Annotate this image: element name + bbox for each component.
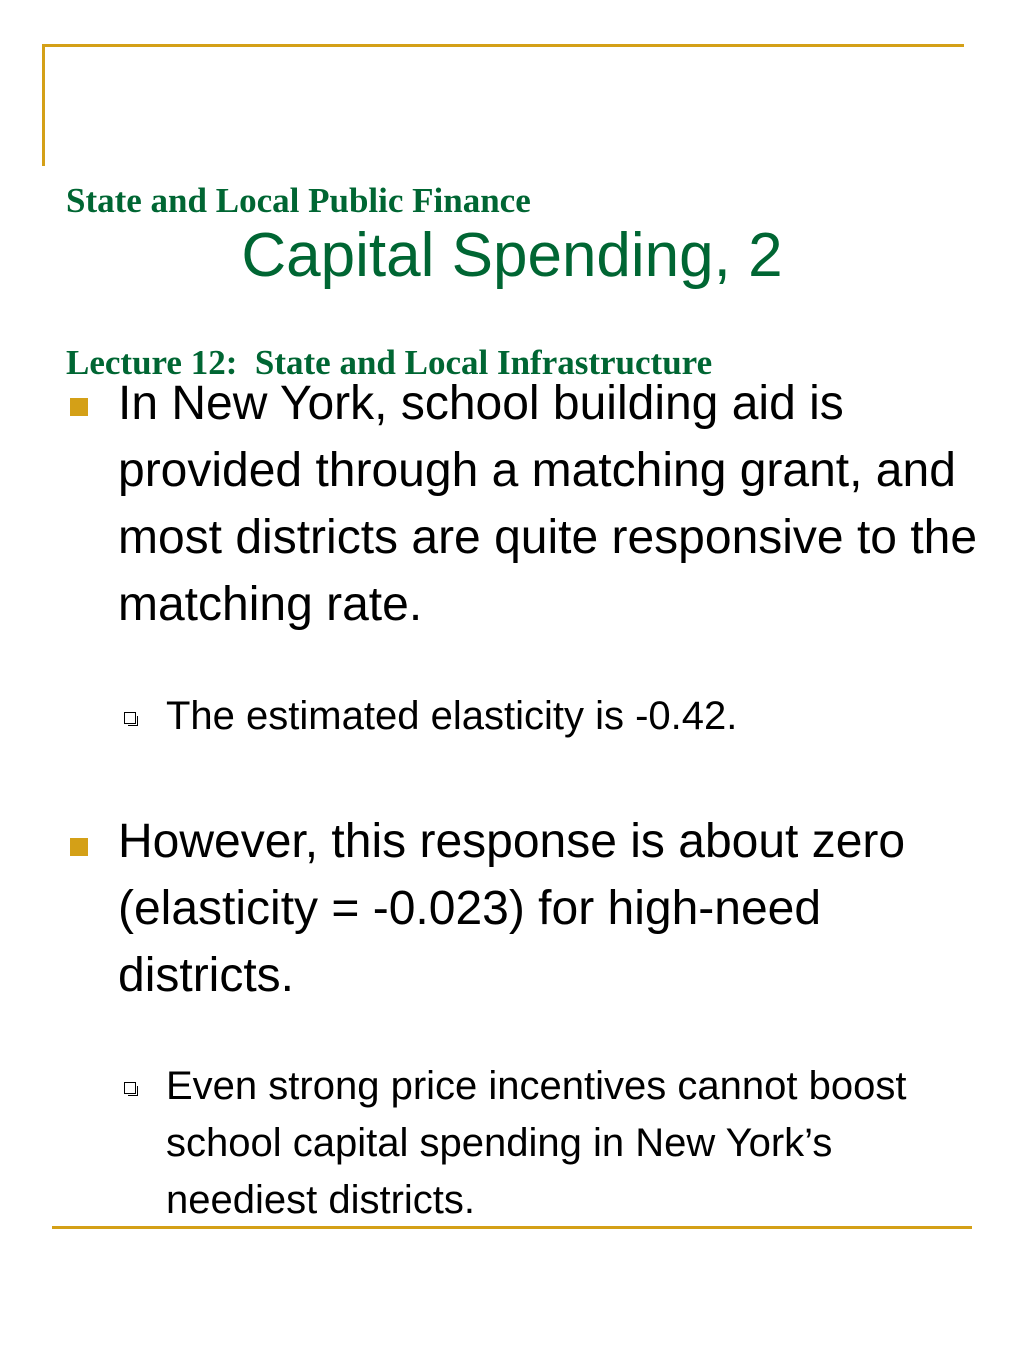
bullet-1-text: In New York, school building aid is provided through a matching grant, and most districts are quite responsive to the matching rate. xyxy=(118,377,978,631)
bullet-2-text: However, this response is about zero (elasticity = -0.023) for high-need districts. xyxy=(118,815,906,1002)
sub-bullet-marker-2 xyxy=(124,1082,136,1094)
bullet-marker-2 xyxy=(70,838,88,856)
sub-bullet-2-text: Even strong price incentives cannot boost school capital spending in New York’s neediest districts. xyxy=(166,1064,907,1222)
frame-left-rule xyxy=(42,44,45,166)
slide-title: Capital Spending, 2 xyxy=(241,221,783,290)
sub-bullet-marker-1 xyxy=(124,712,136,724)
frame-bottom-rule xyxy=(52,1226,972,1229)
bullet-marker-1 xyxy=(70,398,88,416)
sub-bullet-1-text: The estimated elasticity is -0.42. xyxy=(166,694,738,738)
frame-top-rule xyxy=(42,44,964,47)
header-course-title: State and Local Public Finance xyxy=(66,181,531,220)
header-lecture-title: Lecture 12: State and Local Infrastructure xyxy=(66,343,713,382)
